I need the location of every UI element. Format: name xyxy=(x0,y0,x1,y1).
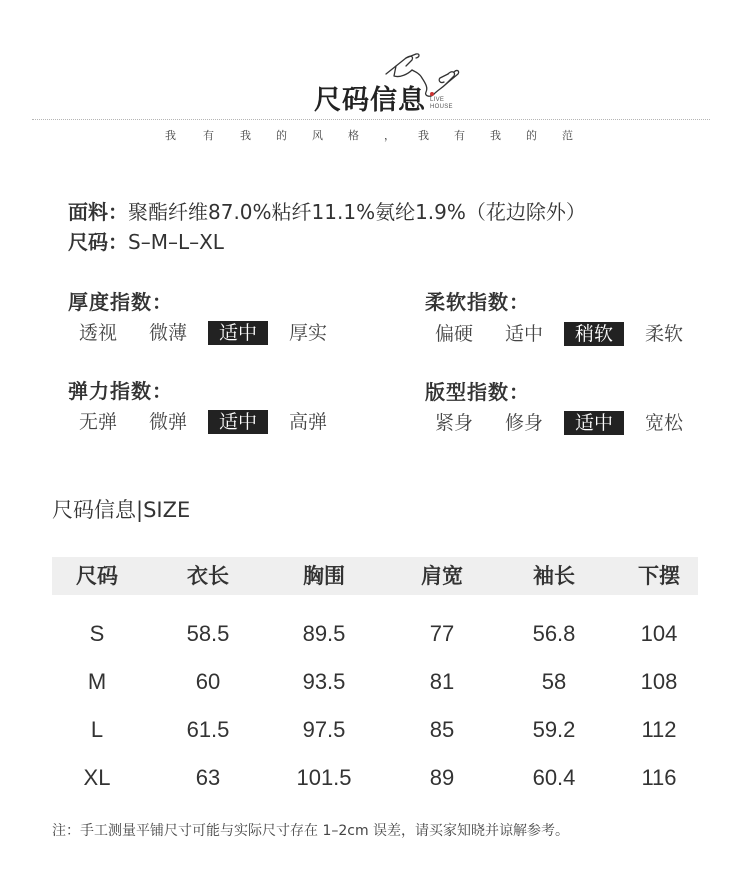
sizes-value: S–M–L–XL xyxy=(128,230,224,254)
table-cell: 97.5 xyxy=(302,717,346,742)
slogan-char: 的 xyxy=(526,129,537,142)
table-header-cell: 胸围 xyxy=(303,564,345,588)
slogan-char: 我 xyxy=(418,129,429,142)
fit-option-selected: 适中 xyxy=(564,411,624,435)
sizes-label: 尺码： xyxy=(68,230,128,254)
table-cell: 59.2 xyxy=(532,717,576,742)
slogan-char: 我 xyxy=(240,129,251,142)
table-cell: 85 xyxy=(429,717,455,742)
elasticity-option: 微弹 xyxy=(148,411,187,433)
table-header-cell: 尺码 xyxy=(76,564,118,588)
table-cell: 58 xyxy=(541,669,567,694)
elasticity-index-title: 弹力指数： xyxy=(68,379,173,403)
slogan-char: ， xyxy=(384,129,395,142)
table-cell: M xyxy=(87,669,107,694)
slogan-char: 有 xyxy=(203,129,214,142)
softness-option: 偏硬 xyxy=(434,323,473,345)
table-cell: S xyxy=(89,621,105,646)
thickness-option-selected: 适中 xyxy=(208,321,268,345)
sizes-line xyxy=(68,229,224,255)
fit-option: 紧身 xyxy=(434,412,473,434)
table-cell: 56.8 xyxy=(532,621,576,646)
table-header-cell: 肩宽 xyxy=(421,564,463,588)
slogan-char: 我 xyxy=(165,129,176,142)
table-cell: 60.4 xyxy=(532,765,576,790)
table-header-cell: 袖长 xyxy=(533,564,575,588)
logo-text-house: HOUSE xyxy=(430,104,453,110)
slogan-char: 有 xyxy=(454,129,465,142)
slogan-char: 我 xyxy=(490,129,501,142)
table-cell: 61.5 xyxy=(186,717,230,742)
thickness-option: 微薄 xyxy=(148,322,187,344)
elasticity-option: 高弹 xyxy=(288,411,327,433)
table-header-cell: 衣长 xyxy=(187,564,229,588)
slogan-char: 的 xyxy=(276,129,287,142)
material-label: 面料： xyxy=(68,200,128,224)
thickness-option: 透视 xyxy=(78,322,117,344)
slogan-char: 风 xyxy=(312,129,323,142)
size-section-title: 尺码信息|SIZE xyxy=(52,498,191,522)
table-cell: 101.5 xyxy=(296,765,352,790)
table-cell: 93.5 xyxy=(302,669,346,694)
elasticity-option: 无弹 xyxy=(78,411,117,433)
material-line xyxy=(68,199,586,225)
table-cell: 58.5 xyxy=(186,621,230,646)
softness-option-selected: 稍软 xyxy=(564,322,624,346)
elasticity-option-selected: 适中 xyxy=(208,410,268,434)
softness-index-title: 柔软指数： xyxy=(425,290,530,314)
thickness-option: 厚实 xyxy=(288,322,327,344)
table-cell: 60 xyxy=(195,669,221,694)
table-cell: L xyxy=(90,717,104,742)
table-cell: 112 xyxy=(641,717,677,742)
table-cell: 89 xyxy=(429,765,455,790)
slogan-char: 范 xyxy=(562,129,573,142)
logo-caption xyxy=(430,97,453,111)
table-cell: 108 xyxy=(640,669,678,694)
table-cell: 104 xyxy=(640,621,678,646)
thickness-index-title: 厚度指数： xyxy=(68,290,173,314)
table-header-cell: 下摆 xyxy=(638,564,680,588)
table-cell: 63 xyxy=(195,765,221,790)
softness-option: 适中 xyxy=(504,323,543,345)
fit-option: 修身 xyxy=(504,412,543,434)
page-title: 尺码信息 xyxy=(314,85,426,116)
header-divider xyxy=(32,119,710,120)
logo-text-live: LIVE xyxy=(430,97,445,103)
slogan-char: 格 xyxy=(348,129,359,142)
table-cell: 77 xyxy=(429,621,455,646)
table-cell: 116 xyxy=(641,765,677,790)
fit-index-title: 版型指数： xyxy=(425,380,530,404)
fit-option: 宽松 xyxy=(644,412,683,434)
table-cell: 89.5 xyxy=(302,621,346,646)
table-cell: 81 xyxy=(429,669,455,694)
softness-option: 柔软 xyxy=(644,323,683,345)
table-cell: XL xyxy=(83,765,111,790)
material-value: 聚酯纤维87.0%粘纤11.1%氨纶1.9%（花边除外） xyxy=(128,200,586,224)
measurement-note: 注：手工测量平铺尺寸可能与实际尺寸存在 1–2cm 误差，请买家知晓并谅解参考。 xyxy=(52,823,570,839)
